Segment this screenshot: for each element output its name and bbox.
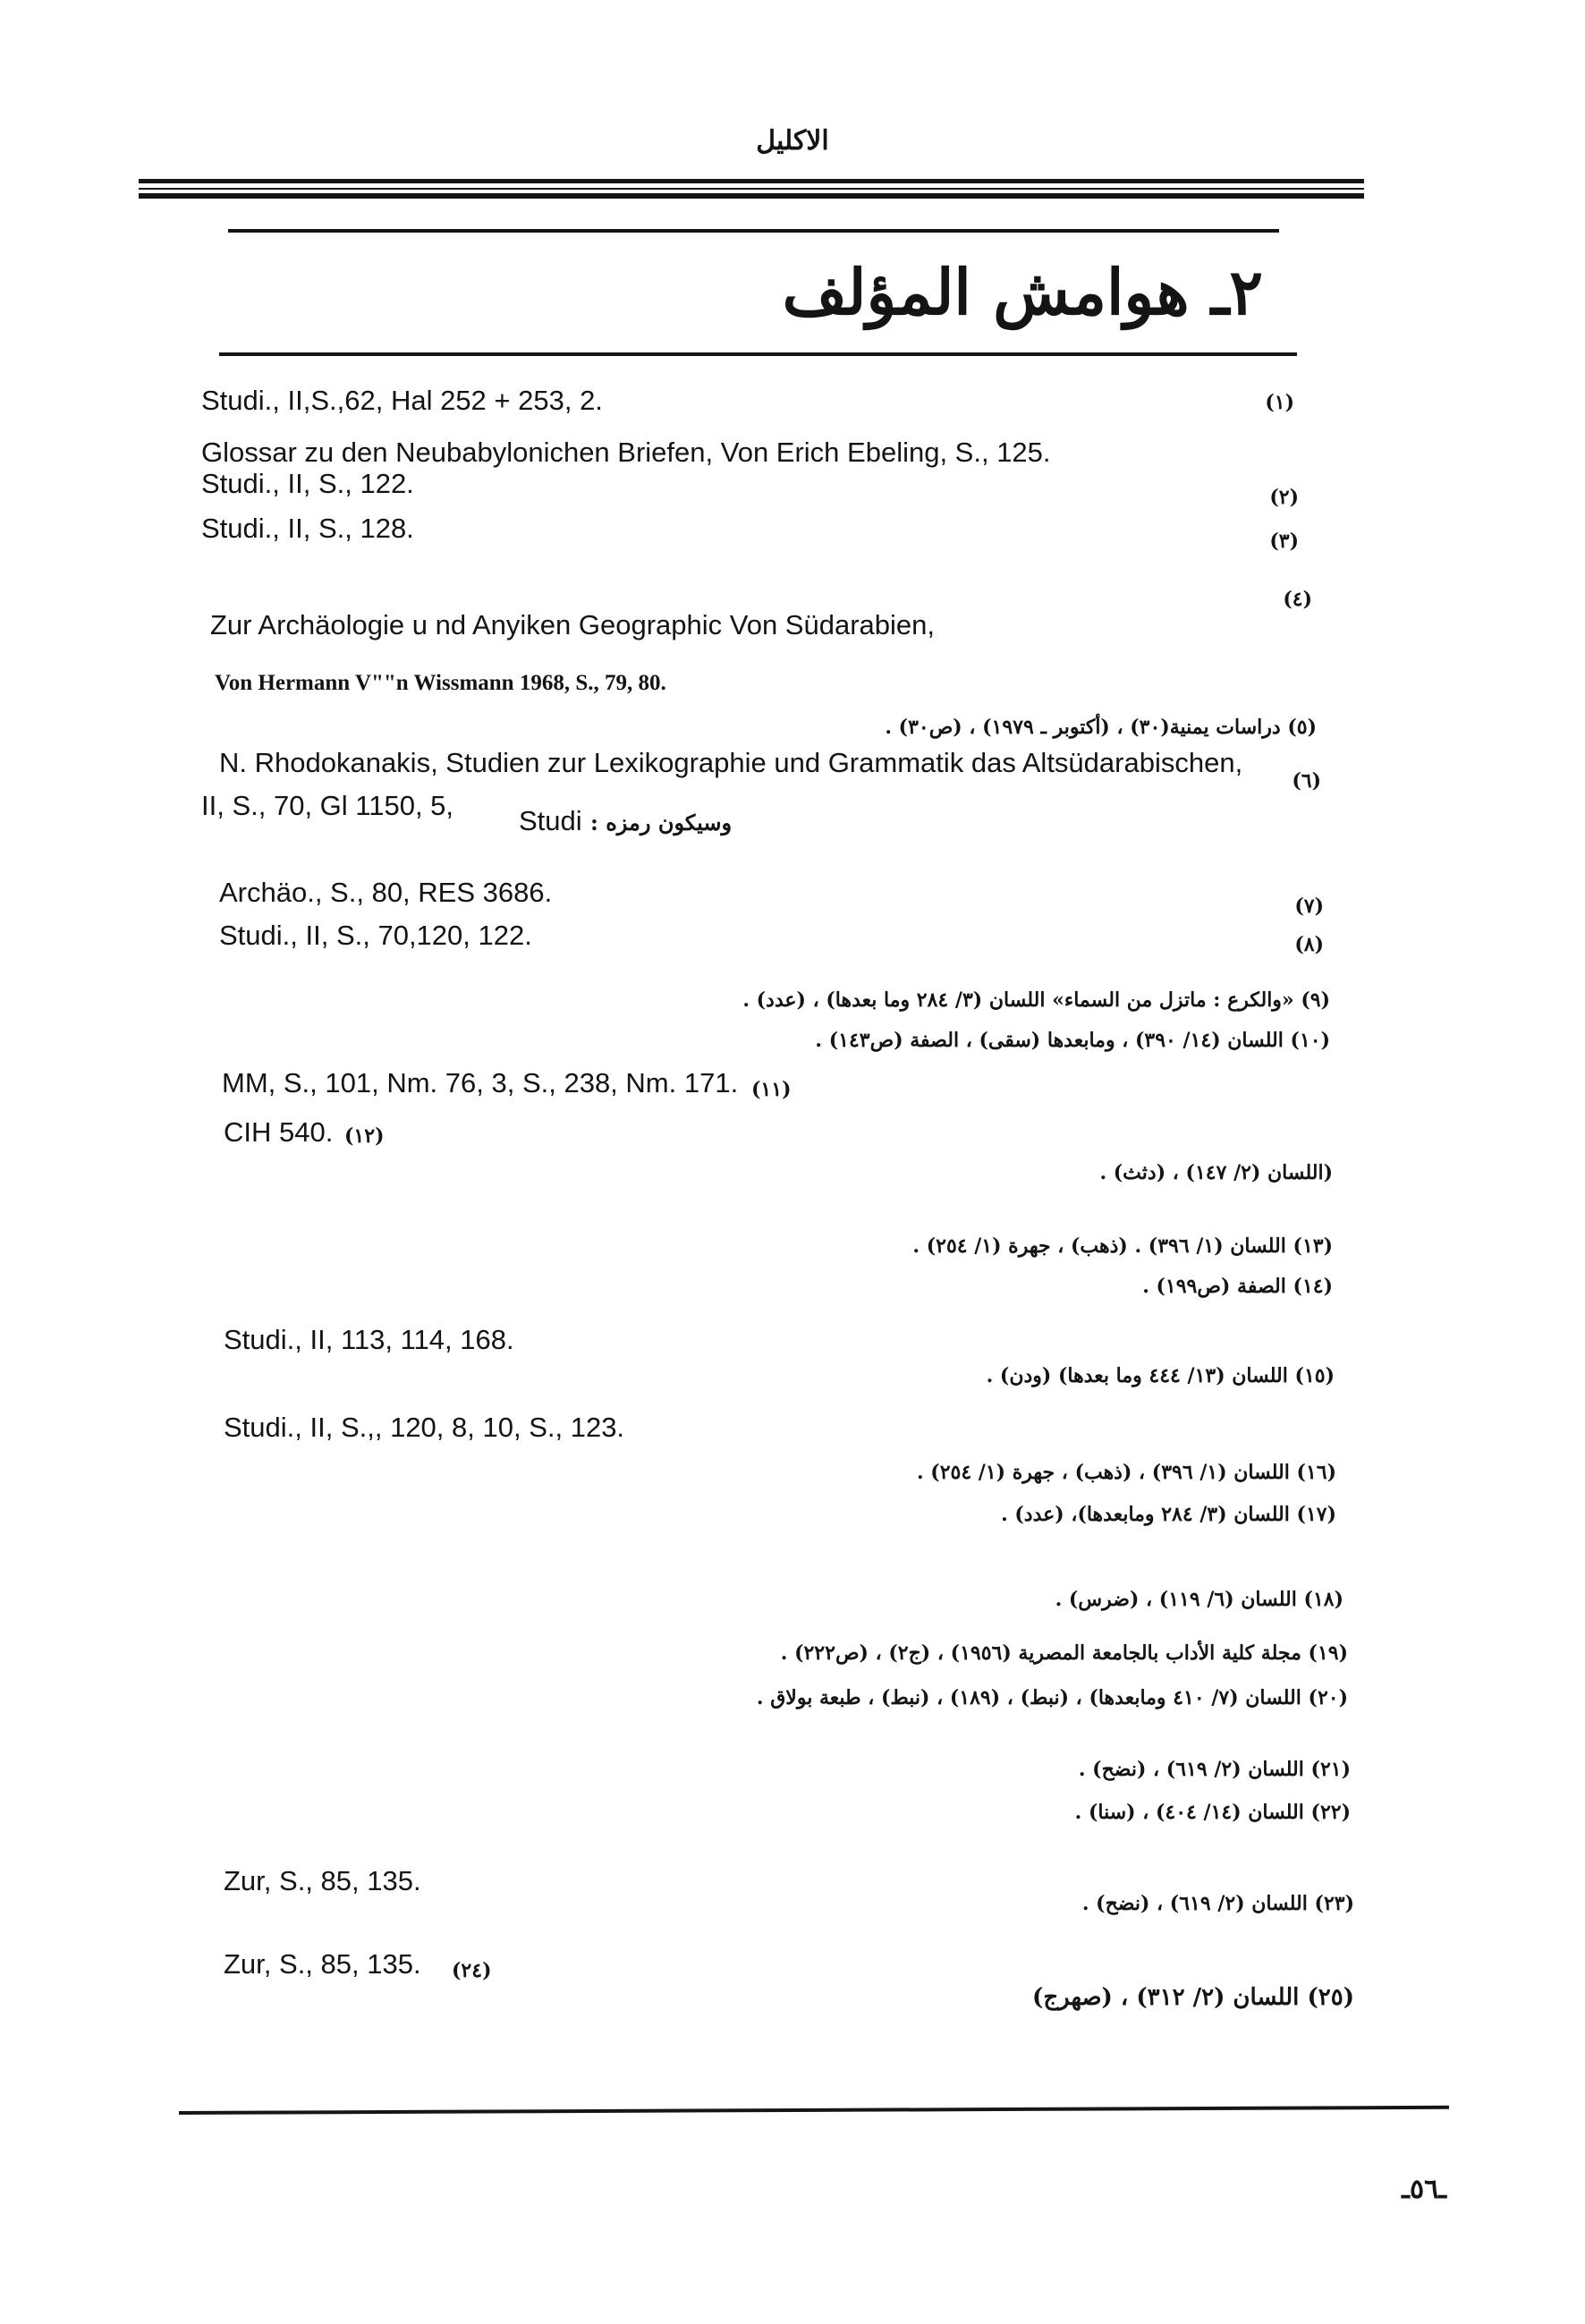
note-8-number: (٨) — [1294, 933, 1324, 956]
header-rule-1 — [139, 179, 1364, 183]
note-19-text: (١٩) مجلة كلية الأداب بالجامعة المصرية (١٩٥٦) ، (ج٢) ، (ص٢٢٢) . — [780, 1641, 1348, 1665]
note-6-symbol-label: وسيكون رمزه : — [590, 810, 733, 835]
note-11-text: MM, S., 101, Nm. 76, 3, S., 238, Nm. 171. — [222, 1067, 739, 1098]
header-rule-3 — [139, 193, 1364, 199]
note-14-text: (١٤) الصفة (ص١٩٩) . — [1142, 1275, 1333, 1298]
note-12-text: CIH 540. — [224, 1116, 334, 1148]
note-3-text: Studi., II, S., 128. — [201, 513, 414, 544]
note-1-line-1: Studi., II,S.,62, Hal 252 + 253, 2. — [201, 385, 603, 416]
note-2-number: (٢) — [1269, 486, 1299, 509]
page-number: ـ٥٦ـ — [1402, 2174, 1446, 2205]
note-12-number: (١٢) — [344, 1124, 385, 1148]
note-6-number: (٦) — [1292, 769, 1321, 793]
note-4-number: (٤) — [1283, 588, 1312, 611]
note-17-text: (١٧) اللسان (٣/ ٢٨٤ ومابعدها)، (عدد) . — [1001, 1503, 1336, 1526]
section-title: ٢ـ هوامش المؤلف — [782, 255, 1263, 329]
note-1-number: (١) — [1265, 391, 1294, 414]
note-6-line-2: II, S., 70, Gl 1150, 5, — [201, 790, 454, 821]
note-4-line-1: Zur Archäologie u nd Anyiken Geographic Von Südarabien, — [210, 609, 935, 640]
note-21-text: (٢١) اللسان (٢/ ٦١٩) ، (نضح) . — [1078, 1758, 1351, 1781]
note-1-line-2: Glossar zu den Neubabylonichen Briefen, Von Erich Ebeling, S., 125. — [201, 437, 1051, 468]
note-11-number: (١١) — [751, 1078, 792, 1101]
note-12-arabic: (اللسان (٢/ ١٤٧) ، (دثث) . — [1099, 1161, 1333, 1184]
note-7-number: (٧) — [1294, 895, 1324, 918]
note-6-line-1: N. Rhodokanakis, Studien zur Lexikographie und Grammatik das Altsüdarabischen, — [219, 747, 1243, 778]
note-23-latin: Zur, S., 85, 135. — [224, 1865, 421, 1896]
note-22-text: (٢٢) اللسان (١٤/ ٤٠٤) ، (سنا) . — [1074, 1801, 1351, 1824]
note-4-line-2: Von Hermann V""n Wissmann 1968, S., 79, 80. — [215, 671, 666, 695]
note-13-text: (١٣) اللسان (١/ ٣٩٦) . (ذهب) ، جهرة (١/ ٢٥٤) . — [912, 1234, 1333, 1258]
note-9-text: (٩) «والكرع : ماتزل من السماء» اللسان (٣/ ٢٨٤ وما بعدها) ، (عدد) . — [742, 988, 1330, 1012]
note-25-text: (٢٥) اللسان (٢/ ٣١٢) ، (صهرج) — [1032, 1984, 1354, 2011]
note-24-number: (٢٤) — [452, 1959, 492, 1982]
note-2-text: Studi., II, S., 122. — [201, 468, 414, 499]
title-rule-top — [228, 229, 1279, 233]
note-16-text: (١٦) اللسان (١/ ٣٩٦) ، (ذهب) ، جهرة (١/ ٢٥٤) . — [916, 1461, 1336, 1484]
note-20-text: (٢٠) اللسان (٧/ ٤١٠ ومابعدها) ، (نبط) ، (١٨٩) ، (نبط) ، طبعة بولاق . — [756, 1686, 1348, 1709]
note-8-text: Studi., II, S., 70,120, 122. — [219, 920, 532, 951]
running-title: الاكليل — [756, 125, 829, 157]
note-16-latin: Studi., II, S.,, 120, 8, 10, S., 123. — [224, 1412, 625, 1443]
note-24-latin: Zur, S., 85, 135. — [224, 1948, 421, 1980]
note-6-abbrev: Studi — [519, 805, 582, 836]
title-rule-bottom — [219, 352, 1297, 356]
note-7-text: Archäo., S., 80, RES 3686. — [219, 877, 553, 908]
note-15-latin: Studi., II, 113, 114, 168. — [224, 1324, 514, 1355]
note-3-number: (٣) — [1269, 530, 1299, 553]
footer-rule — [179, 2106, 1449, 2115]
note-15-text: (١٥) اللسان (١٣/ ٤٤٤ وما بعدها) (ودن) . — [986, 1364, 1335, 1387]
note-10-text: (١٠) اللسان (١٤/ ٣٩٠) ، ومابعدها (سقى) ، الصفة (ص١٤٣) . — [815, 1029, 1330, 1052]
header-rule-2 — [139, 188, 1364, 190]
note-18-text: (١٨) اللسان (٦/ ١١٩) ، (ضرس) . — [1055, 1588, 1343, 1611]
note-23-text: (٢٣) اللسان (٢/ ٦١٩) ، (نضح) . — [1081, 1892, 1354, 1915]
note-5-text: (٥) دراسات يمنية(٣٠) ، (أكتوبر ـ ١٩٧٩) ، (ص٣٠) . — [885, 716, 1317, 739]
